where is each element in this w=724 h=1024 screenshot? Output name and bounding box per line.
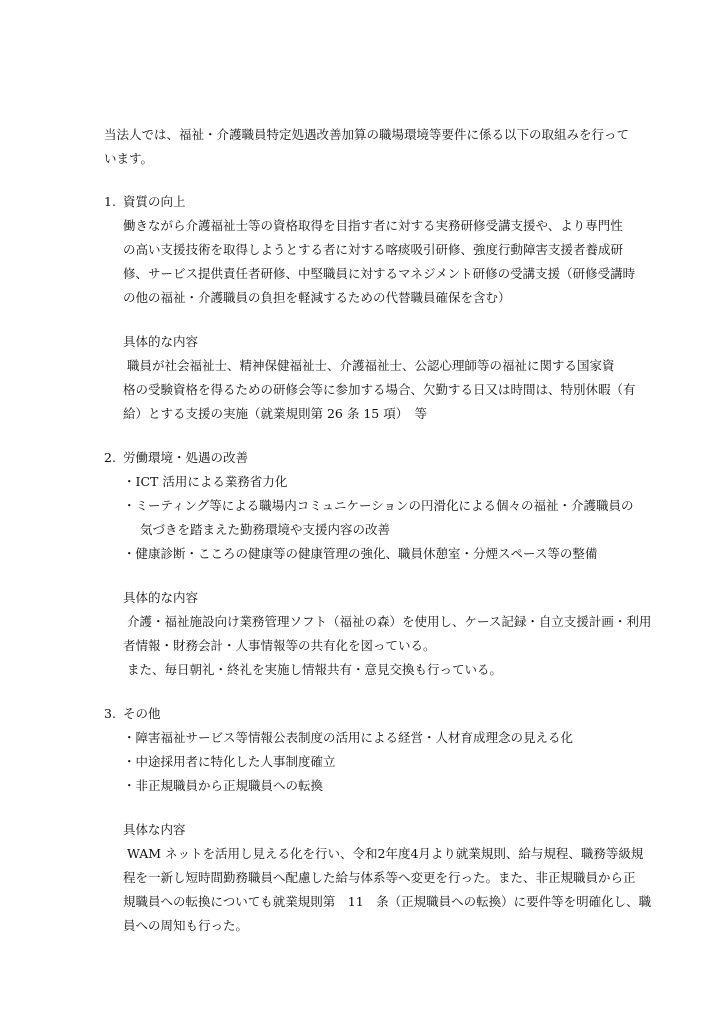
section-2-bullet-continuation: 気づきを踏まえた勤務環境や支援内容の改善 bbox=[140, 522, 391, 537]
section-3-bullet: ・非正規職員から正規職員への転換 bbox=[123, 778, 324, 793]
section-3-bullet: ・中途採用者に特化した人事制度確立 bbox=[123, 754, 336, 769]
section-2-bullet: ・ICT 活用による業務省力化 bbox=[123, 474, 288, 489]
intro-line-2: います。 bbox=[104, 151, 154, 166]
section-1-body-line: 働きながら介護福祉士等の資格取得を目指す者に対する実務研修受講支援や、より専門性 bbox=[123, 218, 623, 233]
section-3-number: 3. bbox=[104, 706, 116, 721]
section-1-body-line: 修、サービス提供責任者研修、中堅職員に対するマネジメント研修の受講支援（研修受講時 bbox=[123, 266, 636, 281]
section-2-bullet: ・ミーティング等による職場内コミュニケーションの円滑化による個々の福祉・介護職員の bbox=[123, 498, 634, 513]
section-2-detail-line: 者情報・財務会計・人事情報等の共有化を図っている。 bbox=[123, 638, 436, 653]
section-1-detail-line: 職員が社会福祉士、精神保健福祉士、介護福祉士、公認心理師等の福祉に関する国家資 bbox=[127, 358, 615, 373]
section-1-detail-label: 具体的な内容 bbox=[123, 334, 199, 349]
section-3-detail-line: 員への周知も行った。 bbox=[123, 918, 249, 933]
section-1-detail-line: 格の受験資格を得るための研修会等に参加する場合、欠勤する日又は時間は、特別休暇（有 bbox=[123, 382, 636, 397]
section-2-detail-line: 介護・福祉施設向け業務管理ソフト（福祉の森）を使用し、ケース記録・自立支援計画・利用 bbox=[127, 614, 652, 629]
section-2-detail-line: また、毎日朝礼・終礼を実施し情報共有・意見交換も行っている。 bbox=[127, 662, 503, 677]
section-1-body-line: の高い支援技術を取得しようとする者に対する喀痰吸引研修、強度行動障害支援者養成研 bbox=[123, 242, 624, 257]
section-2-heading: 労働環境・処遇の改善 bbox=[123, 450, 249, 465]
intro-line-1: 当法人では、福祉・介護職員特定処遇改善加算の職場環境等要件に係る以下の取組みを行って bbox=[104, 127, 630, 142]
section-1-body-line: の他の福祉・介護職員の負担を軽減するための代替職員確保を含む） bbox=[123, 290, 511, 305]
section-3-heading: その他 bbox=[123, 706, 161, 721]
section-2-bullet: ・健康診断・こころの健康等の健康管理の強化、職員休憩室・分煙スペース等の整備 bbox=[123, 546, 598, 561]
section-3-detail-line: 程を一新し短時間勤務職員へ配慮した給与体系等へ変更を行った。また、非正規職員から正 bbox=[123, 870, 636, 885]
section-1-detail-line: 給）とする支援の実施（就業規則第 26 条 15 項） 等 bbox=[123, 406, 427, 421]
section-3-bullet: ・障害福祉サービス等情報公表制度の活用による経営・人材育成理念の見える化 bbox=[123, 730, 574, 745]
section-3-detail-line: 規職員への転換についても就業規則第 11 条（正規職員への転換）に要件等を明確化し、職 bbox=[123, 894, 652, 909]
section-3-detail-line: WAM ネットを活用し見える化を行い、令和2年度4月より就業規則、給与規程、職務等級規 bbox=[127, 846, 644, 861]
section-2-number: 2. bbox=[104, 450, 116, 465]
section-2-detail-label: 具体的な内容 bbox=[123, 590, 199, 605]
section-1-number: 1. bbox=[104, 194, 116, 209]
section-1-heading: 資質の向上 bbox=[123, 194, 186, 209]
section-3-detail-label: 具体な内容 bbox=[123, 822, 186, 837]
